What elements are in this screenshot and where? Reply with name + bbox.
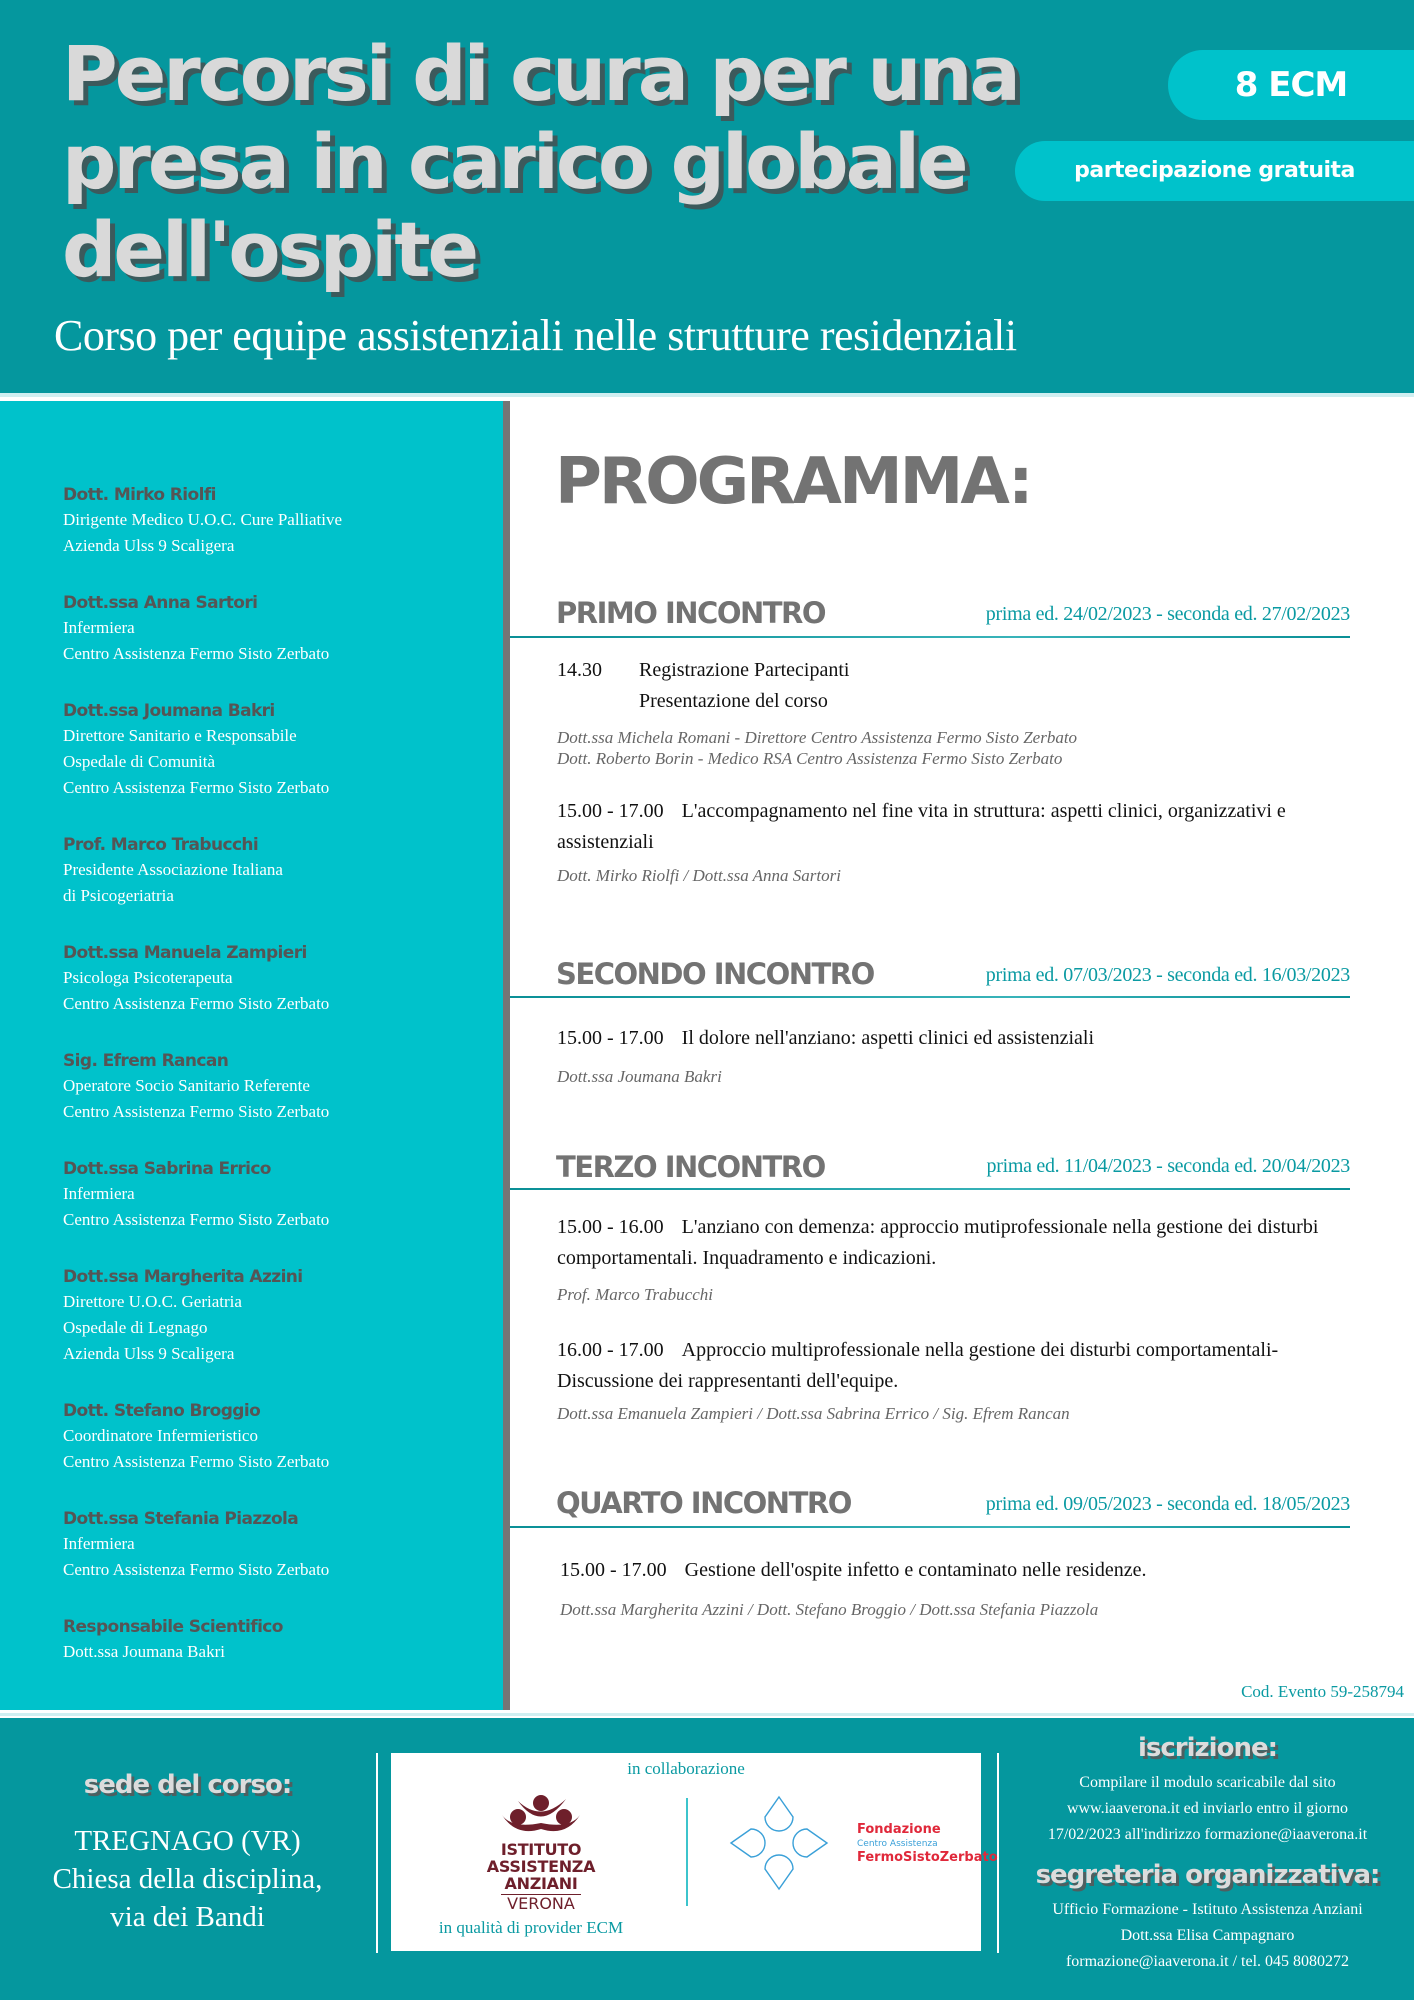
logo-text: FermoSistoZerbato <box>857 1850 998 1865</box>
slot-speakers: Dott. Mirko Riolfi / Dott.ssa Anna Sartori <box>557 866 841 885</box>
secretariat-line: Ufficio Formazione - Istituto Assistenza Anziani <box>1052 1901 1363 1918</box>
ecm-badge: 8 ECM <box>1168 50 1414 120</box>
secretariat-line: Dott.ssa Elisa Campagnaro <box>1120 1927 1295 1944</box>
iaa-verona-logo <box>451 1793 631 1918</box>
signup-info <box>1005 1770 1410 1848</box>
speaker-role: Infermiera <box>63 618 135 637</box>
meeting-dates: prima ed. 11/04/2023 - seconda ed. 20/04/2023 <box>986 1155 1350 1177</box>
signup-line: www.iaaverona.it ed inviarlo entro il giorno <box>1066 1800 1349 1817</box>
logo-text: ASSISTENZA <box>486 1857 596 1876</box>
speaker-name: Dott.ssa Stefania Piazzola <box>63 1509 299 1529</box>
slot-time: 15.00 - 16.00 <box>557 1216 664 1238</box>
speaker-name: Dott.ssa Anna Sartori <box>63 593 258 613</box>
provider-label: in qualità di provider ECM <box>438 1918 624 1937</box>
collaboration-label: in collaborazione <box>627 1759 745 1778</box>
speaker-name: Prof. Marco Trabucchi <box>63 835 259 855</box>
slot-speakers: Dott.ssa Michela Romani - Direttore Centro Assistenza Fermo Sisto Zerbato <box>557 728 1078 747</box>
speaker-role: Infermiera <box>63 1184 135 1203</box>
speaker-role: Centro Assistenza Fermo Sisto Zerbato <box>63 778 330 797</box>
speaker-role: Centro Assistenza Fermo Sisto Zerbato <box>63 1102 330 1121</box>
venue-heading: sede del corso: <box>83 1770 292 1800</box>
header-divider <box>0 393 1414 397</box>
speaker-entry <box>63 1507 493 1583</box>
speaker-entry <box>63 591 493 667</box>
meeting-divider <box>510 636 1350 638</box>
speaker-role: Centro Assistenza Fermo Sisto Zerbato <box>63 644 330 663</box>
footer-separator <box>376 1753 378 1953</box>
speaker-role: Operatore Socio Sanitario Referente <box>63 1076 310 1095</box>
page-subtitle: Corso per equipe assistenziali nelle strutture residenziali <box>54 311 1017 360</box>
speaker-role: Dott.ssa Joumana Bakri <box>63 1642 225 1661</box>
venue-line: via dei Bandi <box>110 1901 265 1933</box>
speaker-role: Infermiera <box>63 1534 135 1553</box>
speaker-name: Dott.ssa Manuela Zampieri <box>63 943 307 963</box>
speaker-name: Dott.ssa Joumana Bakri <box>63 701 275 721</box>
speaker-role: di Psicogeriatria <box>63 886 174 905</box>
partner-logos-panel <box>391 1753 998 1951</box>
secretariat-line: formazione@iaaverona.it / tel. 045 8080272 <box>1065 1953 1350 1970</box>
speaker-role: Ospedale di Comunità <box>63 752 216 771</box>
program-slot <box>557 1023 1347 1054</box>
speaker-entry <box>63 483 493 559</box>
people-emblem-icon <box>496 1793 586 1837</box>
venue-line: TREGNAGO (VR) <box>74 1825 301 1857</box>
secretariat-info <box>1005 1897 1410 1975</box>
speakers-column <box>0 401 503 1710</box>
speaker-role: Centro Assistenza Fermo Sisto Zerbato <box>63 1452 330 1471</box>
speaker-role: Coordinatore Infermieristico <box>63 1426 258 1445</box>
slot-time: 15.00 - 17.00 <box>557 1027 664 1049</box>
footer-divider <box>0 1713 1414 1716</box>
speaker-entry <box>63 1049 493 1125</box>
slot-time: 15.00 - 17.00 <box>560 1559 667 1581</box>
speaker-name: Sig. Efrem Rancan <box>63 1051 229 1071</box>
speaker-entry <box>63 699 493 801</box>
logo-text: Centro Assistenza <box>857 1839 938 1849</box>
title-line: presa in carico globale <box>62 117 966 206</box>
speaker-entry <box>63 1157 493 1233</box>
event-code: Cod. Evento 59-258794 <box>1241 1682 1404 1701</box>
speaker-role: Azienda Ulss 9 Scaligera <box>63 1344 235 1363</box>
speaker-name: Dott. Mirko Riolfi <box>63 485 216 505</box>
speaker-role: Dirigente Medico U.O.C. Cure Palliative <box>63 510 343 529</box>
speaker-entry <box>63 833 493 909</box>
logo-divider <box>686 1798 688 1906</box>
speaker-role: Psicologa Psicoterapeuta <box>63 968 233 987</box>
scientific-lead-entry <box>63 1615 493 1665</box>
speaker-name: Responsabile Scientifico <box>63 1617 283 1637</box>
speaker-role: Centro Assistenza Fermo Sisto Zerbato <box>63 994 330 1013</box>
speaker-role: Ospedale di Legnago <box>63 1318 208 1337</box>
speaker-name: Dott.ssa Margherita Azzini <box>63 1267 303 1287</box>
slot-text: Gestione dell'ospite infetto e contaminato nelle residenze. <box>684 1559 1147 1581</box>
speaker-entry <box>63 1265 493 1367</box>
speaker-role: Azienda Ulss 9 Scaligera <box>63 536 235 555</box>
speaker-role: Presidente Associazione Italiana <box>63 860 283 879</box>
signup-line: Compilare il modulo scaricabile dal sito <box>1079 1774 1336 1791</box>
venue-line: Chiesa della disciplina, <box>52 1863 323 1895</box>
speaker-entry <box>63 1399 493 1475</box>
slot-text: L'accompagnamento nel fine vita in struttura: aspetti clinici, organizzativi e assistenziali <box>557 800 1286 853</box>
program-slot <box>560 1555 1350 1586</box>
speaker-name: Dott. Stefano Broggio <box>63 1401 261 1421</box>
slot-time: 14.30 <box>557 659 602 681</box>
meeting-title: QUARTO INCONTRO <box>556 1486 851 1520</box>
fsz-flower-logo-icon <box>729 1795 829 1891</box>
slot-text: Registrazione Partecipanti <box>639 659 850 681</box>
speaker-role: Direttore Sanitario e Responsabile <box>63 726 297 745</box>
slot-speakers: Dott.ssa Margherita Azzini / Dott. Stefano Broggio / Dott.ssa Stefania Piazzola <box>560 1600 1099 1619</box>
slot-text: Presentazione del corso <box>639 690 828 712</box>
meeting-divider <box>510 996 1350 998</box>
program-slot <box>557 1335 1347 1397</box>
meeting-title: SECONDO INCONTRO <box>556 957 874 991</box>
page-title <box>62 30 1022 294</box>
meeting-divider <box>510 1526 1350 1528</box>
meeting-title: PRIMO INCONTRO <box>556 596 826 630</box>
meeting-dates: prima ed. 24/02/2023 - seconda ed. 27/02/2023 <box>985 603 1350 625</box>
speaker-role: Direttore U.O.C. Geriatria <box>63 1292 242 1311</box>
meeting-title: TERZO INCONTRO <box>556 1150 825 1184</box>
slot-time: 15.00 - 17.00 <box>557 800 664 822</box>
signup-line: 17/02/2023 all'indirizzo formazione@iaaverona.it <box>1047 1826 1368 1843</box>
program-slot <box>557 1212 1347 1274</box>
logo-text: ISTITUTO <box>500 1840 582 1859</box>
program-title: PROGRAMMA: <box>555 445 1031 519</box>
meeting-dates: prima ed. 09/05/2023 - seconda ed. 18/05/2023 <box>985 1493 1350 1515</box>
fsz-logo-text <box>857 1823 998 1865</box>
signup-heading: iscrizione: <box>1138 1733 1277 1763</box>
secretariat-heading: segreteria organizzativa: <box>1035 1860 1380 1890</box>
logo-text: Fondazione <box>857 1822 941 1837</box>
slot-speakers: Dott.ssa Emanuela Zampieri / Dott.ssa Sabrina Errico / Sig. Efrem Rancan <box>557 1404 1070 1423</box>
column-accent-bar <box>503 401 510 1710</box>
venue-address <box>0 1822 375 1936</box>
title-line: Percorsi di cura per una <box>62 29 1018 118</box>
slot-speakers: Prof. Marco Trabucchi <box>557 1285 713 1304</box>
slot-text: L'anziano con demenza: approccio mutiprofessionale nella gestione dei disturbi comportamentali. Inquadramento e indicazioni. <box>557 1216 1319 1269</box>
free-participation-badge: partecipazione gratuita <box>1015 141 1414 201</box>
speaker-role: Centro Assistenza Fermo Sisto Zerbato <box>63 1560 330 1579</box>
slot-text: Il dolore nell'anziano: aspetti clinici ed assistenziali <box>681 1027 1095 1049</box>
title-line: dell'ospite <box>62 205 477 294</box>
meeting-divider <box>510 1188 1350 1190</box>
program-slot <box>557 655 1347 717</box>
slot-time: 16.00 - 17.00 <box>557 1339 664 1361</box>
slot-speakers: Dott.ssa Joumana Bakri <box>557 1067 722 1086</box>
logo-text: VERONA <box>501 1894 581 1913</box>
program-slot <box>557 796 1347 858</box>
slot-speakers: Dott. Roberto Borin - Medico RSA Centro Assistenza Fermo Sisto Zerbato <box>557 749 1063 768</box>
speaker-name: Dott.ssa Sabrina Errico <box>63 1159 271 1179</box>
speaker-role: Centro Assistenza Fermo Sisto Zerbato <box>63 1210 330 1229</box>
logo-text: ANZIANI <box>504 1874 578 1893</box>
meeting-dates: prima ed. 07/03/2023 - seconda ed. 16/03/2023 <box>985 964 1350 986</box>
slot-text: Approccio multiprofessionale nella gestione dei disturbi comportamentali- Discussione dei rappresentanti dell'equipe. <box>557 1339 1279 1392</box>
speaker-entry <box>63 941 493 1017</box>
